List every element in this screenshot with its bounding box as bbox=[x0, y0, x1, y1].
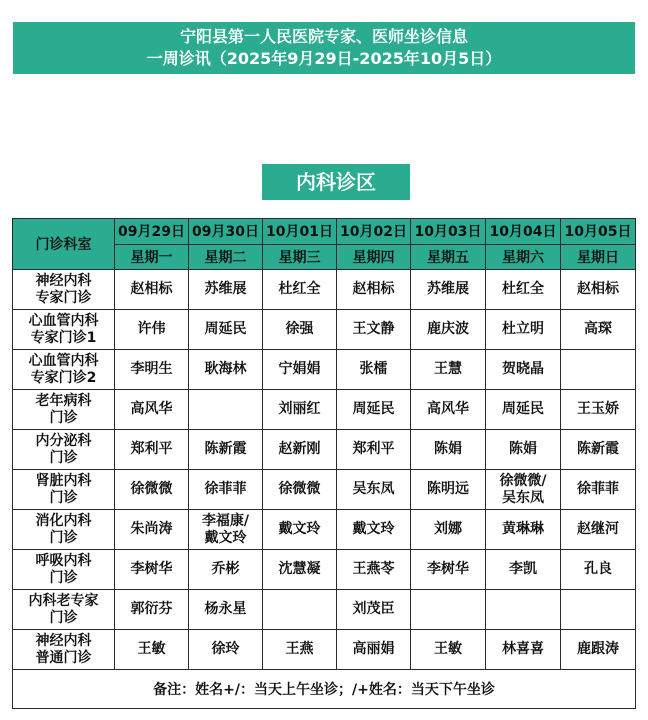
doctor-cell bbox=[189, 270, 263, 310]
doctor-cell bbox=[115, 390, 189, 430]
doctor-cell bbox=[337, 350, 411, 390]
department-name-line: 门诊 bbox=[49, 609, 78, 626]
department-name-line: 专家门诊 bbox=[35, 289, 92, 306]
department-name-line: 门诊 bbox=[49, 529, 78, 546]
department-name-line: 普通门诊 bbox=[35, 649, 92, 666]
department-name-line: 老年病科 bbox=[35, 392, 92, 409]
department-name-line: 门诊 bbox=[49, 449, 78, 466]
doctor-name: 李树华 bbox=[427, 561, 469, 577]
department-name-line: 内分泌科 bbox=[35, 432, 92, 449]
department-name-line: 专家门诊1 bbox=[30, 329, 97, 346]
doctor-name: 鹿跟涛 bbox=[577, 641, 619, 657]
doctor-name: 杜红全 bbox=[502, 281, 544, 297]
date-header: 10月04日 bbox=[486, 219, 561, 245]
doctor-cell bbox=[486, 510, 561, 550]
doctor-cell bbox=[263, 590, 337, 630]
doctor-name: 王燕 bbox=[285, 641, 314, 657]
doctor-name: 徐玲 bbox=[211, 641, 240, 657]
doctor-name: 郭衍芬 bbox=[130, 601, 173, 617]
doctor-cell bbox=[337, 270, 411, 310]
department-name bbox=[13, 590, 115, 630]
doctor-cell bbox=[411, 310, 486, 350]
department-name bbox=[13, 630, 115, 670]
doctor-cell bbox=[561, 470, 636, 510]
doctor-cell bbox=[561, 630, 636, 670]
weekday-header: 星期一 bbox=[115, 244, 189, 270]
doctor-cell bbox=[411, 390, 486, 430]
doctor-cell bbox=[115, 550, 189, 590]
schedule-table bbox=[12, 218, 636, 709]
department-name-line: 神经内科 bbox=[35, 632, 92, 649]
doctor-name: 刘丽红 bbox=[278, 401, 321, 417]
doctor-name: 吴东凤 bbox=[502, 489, 544, 506]
department-name bbox=[13, 430, 115, 470]
doctor-cell bbox=[263, 350, 337, 390]
doctor-cell bbox=[561, 350, 636, 390]
doctor-name: 孔良 bbox=[584, 561, 612, 577]
doctor-name: 徐强 bbox=[285, 321, 314, 337]
doctor-cell bbox=[561, 430, 636, 470]
doctor-cell bbox=[189, 310, 263, 350]
doctor-name: 沈慧凝 bbox=[278, 561, 321, 577]
doctor-cell bbox=[337, 430, 411, 470]
doctor-cell bbox=[115, 310, 189, 350]
doctor-cell bbox=[411, 510, 486, 550]
date-header: 10月05日 bbox=[561, 219, 636, 245]
doctor-cell bbox=[263, 310, 337, 350]
doctor-cell bbox=[486, 430, 561, 470]
doctor-cell bbox=[115, 630, 189, 670]
doctor-name: 林喜喜 bbox=[502, 641, 544, 657]
doctor-name: 王敏 bbox=[137, 641, 166, 657]
doctor-name: 王慧 bbox=[434, 361, 462, 377]
doctor-name: 徐微微/ bbox=[499, 472, 547, 489]
doctor-name: 张檑 bbox=[359, 361, 388, 377]
doctor-name: 周延民 bbox=[352, 401, 395, 417]
table-row bbox=[13, 270, 636, 310]
doctor-name: 贺晓晶 bbox=[502, 361, 544, 377]
doctor-name: 杜立明 bbox=[502, 321, 544, 337]
weekday-header: 星期二 bbox=[189, 244, 263, 270]
doctor-cell bbox=[263, 430, 337, 470]
doctor-name: 周延民 bbox=[204, 321, 247, 337]
doctor-name: 赵继河 bbox=[577, 521, 619, 537]
doctor-cell bbox=[263, 270, 337, 310]
doctor-name: 陈明远 bbox=[427, 481, 469, 497]
doctor-cell bbox=[411, 270, 486, 310]
doctor-cell bbox=[337, 470, 411, 510]
doctor-cell bbox=[411, 630, 486, 670]
department-name-line: 专家门诊2 bbox=[30, 369, 97, 386]
doctor-cell bbox=[115, 590, 189, 630]
weekday-header: 星期六 bbox=[486, 244, 561, 270]
header-title: 宁阳县第一人民医院专家、医师坐诊信息 bbox=[179, 27, 468, 46]
doctor-name: 王文静 bbox=[352, 321, 395, 337]
doctor-cell bbox=[189, 630, 263, 670]
department-name bbox=[13, 270, 115, 310]
doctor-name: 高风华 bbox=[427, 401, 469, 417]
doctor-name: 苏维展 bbox=[427, 281, 469, 297]
doctor-cell bbox=[411, 430, 486, 470]
weekday-header: 星期四 bbox=[337, 244, 411, 270]
department-name-line: 门诊 bbox=[49, 569, 78, 586]
doctor-cell bbox=[337, 390, 411, 430]
doctor-name: 刘茂臣 bbox=[352, 601, 395, 617]
department-name bbox=[13, 310, 115, 350]
doctor-cell bbox=[263, 390, 337, 430]
department-name-line: 消化内科 bbox=[35, 512, 92, 529]
table-row bbox=[13, 470, 636, 510]
doctor-cell bbox=[263, 550, 337, 590]
doctor-name: 杨永星 bbox=[204, 601, 247, 617]
doctor-name: 徐菲菲 bbox=[577, 481, 619, 497]
department-name bbox=[13, 510, 115, 550]
doctor-cell bbox=[411, 590, 486, 630]
doctor-cell bbox=[337, 630, 411, 670]
dept-column-header: 门诊科室 bbox=[13, 219, 115, 270]
date-header: 09月30日 bbox=[189, 219, 263, 245]
weekday-header: 星期五 bbox=[411, 244, 486, 270]
table-row bbox=[13, 590, 636, 630]
doctor-cell bbox=[189, 510, 263, 550]
doctor-name: 陈新霞 bbox=[204, 441, 247, 457]
doctor-cell bbox=[561, 270, 636, 310]
doctor-name: 陈娟 bbox=[509, 441, 537, 457]
doctor-cell bbox=[486, 470, 561, 510]
doctor-name: 陈娟 bbox=[434, 441, 462, 457]
department-name bbox=[13, 350, 115, 390]
doctor-cell bbox=[189, 430, 263, 470]
date-header: 10月02日 bbox=[337, 219, 411, 245]
doctor-name: 朱尚涛 bbox=[130, 521, 173, 537]
doctor-cell bbox=[263, 630, 337, 670]
doctor-cell bbox=[189, 350, 263, 390]
doctor-name: 耿海林 bbox=[204, 361, 247, 377]
weekday-header: 星期日 bbox=[561, 244, 636, 270]
date-header: 09月29日 bbox=[115, 219, 189, 245]
department-name-line: 心血管内科 bbox=[28, 352, 99, 369]
section-title: 内科诊区 bbox=[262, 164, 410, 200]
doctor-name: 徐微微 bbox=[130, 481, 173, 497]
doctor-name: 郑利平 bbox=[352, 441, 395, 457]
table-row bbox=[13, 550, 636, 590]
table-row bbox=[13, 310, 636, 350]
doctor-name: 王敏 bbox=[434, 641, 462, 657]
date-header: 10月01日 bbox=[263, 219, 337, 245]
department-name bbox=[13, 550, 115, 590]
doctor-cell bbox=[189, 550, 263, 590]
doctor-cell bbox=[486, 590, 561, 630]
doctor-name: 赵相标 bbox=[577, 281, 619, 297]
doctor-cell bbox=[263, 470, 337, 510]
department-name-line: 呼吸内科 bbox=[35, 552, 92, 569]
doctor-name: 高琛 bbox=[584, 321, 612, 337]
doctor-cell bbox=[115, 510, 189, 550]
doctor-cell bbox=[115, 470, 189, 510]
header-subtitle: 一周诊讯（2025年9月29日-2025年10月5日） bbox=[146, 49, 502, 68]
doctor-name: 李树华 bbox=[130, 561, 173, 577]
weekday-header: 星期三 bbox=[263, 244, 337, 270]
doctor-cell bbox=[486, 310, 561, 350]
doctor-name: 黄琳琳 bbox=[502, 521, 544, 537]
doctor-name: 刘娜 bbox=[434, 521, 462, 537]
doctor-cell bbox=[115, 270, 189, 310]
date-header: 10月03日 bbox=[411, 219, 486, 245]
doctor-name: 许伟 bbox=[137, 321, 166, 337]
doctor-name: 陈新霞 bbox=[577, 441, 619, 457]
doctor-cell bbox=[486, 390, 561, 430]
doctor-cell bbox=[486, 550, 561, 590]
doctor-name: 赵新刚 bbox=[278, 441, 321, 457]
doctor-cell bbox=[561, 390, 636, 430]
doctor-name: 郑利平 bbox=[130, 441, 173, 457]
doctor-name: 高风华 bbox=[130, 401, 173, 417]
department-name bbox=[13, 470, 115, 510]
doctor-cell bbox=[337, 510, 411, 550]
doctor-name: 吴东凤 bbox=[352, 481, 395, 497]
doctor-cell bbox=[561, 310, 636, 350]
doctor-cell bbox=[189, 470, 263, 510]
doctor-name: 赵相标 bbox=[130, 281, 173, 297]
doctor-cell bbox=[337, 590, 411, 630]
doctor-name: 李凯 bbox=[509, 561, 537, 577]
doctor-name: 王玉娇 bbox=[577, 401, 619, 417]
doctor-name: 王燕苓 bbox=[352, 561, 395, 577]
table-row bbox=[13, 390, 636, 430]
doctor-name: 戴文玲 bbox=[204, 529, 247, 546]
footnote: 备注：姓名+/：当天上午坐诊；/+姓名：当天下午坐诊 bbox=[13, 670, 636, 709]
doctor-name: 宁娟娟 bbox=[278, 361, 321, 377]
table-row bbox=[13, 630, 636, 670]
doctor-cell bbox=[486, 630, 561, 670]
doctor-name: 周延民 bbox=[502, 401, 544, 417]
doctor-cell bbox=[337, 310, 411, 350]
department-name-line: 门诊 bbox=[49, 489, 78, 506]
doctor-name: 李明生 bbox=[130, 361, 173, 377]
doctor-cell bbox=[561, 590, 636, 630]
department-name-line: 内科老专家 bbox=[28, 592, 99, 609]
doctor-name: 杜红全 bbox=[278, 281, 321, 297]
doctor-name: 苏维展 bbox=[204, 281, 247, 297]
doctor-cell bbox=[115, 430, 189, 470]
table-row bbox=[13, 510, 636, 550]
doctor-cell bbox=[189, 590, 263, 630]
table-row bbox=[13, 350, 636, 390]
doctor-name: 戴文玲 bbox=[278, 521, 321, 537]
doctor-name: 戴文玲 bbox=[352, 521, 395, 537]
doctor-cell bbox=[263, 510, 337, 550]
doctor-cell bbox=[411, 470, 486, 510]
doctor-name: 赵相标 bbox=[352, 281, 395, 297]
doctor-cell bbox=[189, 390, 263, 430]
doctor-cell bbox=[561, 510, 636, 550]
page-header bbox=[13, 22, 635, 74]
doctor-name: 李福康/ bbox=[201, 512, 250, 529]
doctor-name: 乔彬 bbox=[211, 561, 240, 577]
doctor-cell bbox=[337, 550, 411, 590]
doctor-name: 徐菲菲 bbox=[204, 481, 247, 497]
doctor-cell bbox=[486, 350, 561, 390]
doctor-name: 高丽娟 bbox=[352, 641, 395, 657]
doctor-name: 鹿庆波 bbox=[427, 321, 469, 337]
doctor-name: 徐微微 bbox=[278, 481, 321, 497]
doctor-cell bbox=[411, 350, 486, 390]
department-name-line: 心血管内科 bbox=[28, 312, 99, 329]
department-name-line: 门诊 bbox=[49, 409, 78, 426]
doctor-cell bbox=[411, 550, 486, 590]
department-name bbox=[13, 390, 115, 430]
doctor-cell bbox=[561, 550, 636, 590]
department-name-line: 肾脏内科 bbox=[35, 472, 92, 489]
table-row bbox=[13, 430, 636, 470]
department-name-line: 神经内科 bbox=[35, 272, 92, 289]
doctor-cell bbox=[115, 350, 189, 390]
doctor-cell bbox=[486, 270, 561, 310]
